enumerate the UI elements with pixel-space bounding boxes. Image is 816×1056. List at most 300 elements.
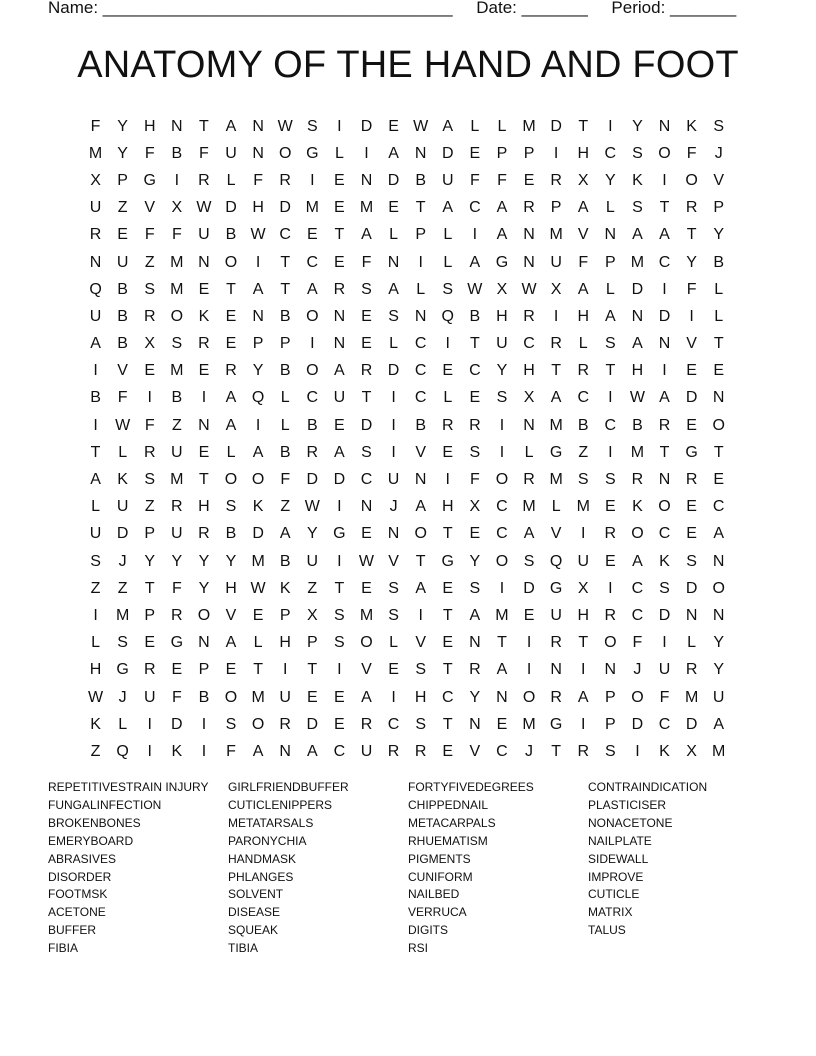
grid-letter[interactable]: I — [418, 253, 423, 271]
grid-letter[interactable]: O — [224, 253, 238, 271]
grid-letter[interactable]: I — [608, 117, 613, 135]
grid-letter[interactable]: C — [631, 579, 644, 597]
grid-letter[interactable]: E — [334, 688, 345, 706]
grid-letter[interactable]: R — [198, 335, 210, 353]
grid-letter[interactable]: S — [523, 552, 535, 570]
grid-letter[interactable]: B — [279, 443, 291, 461]
grid-letter[interactable]: N — [469, 715, 481, 733]
grid-letter[interactable]: C — [658, 525, 671, 543]
grid-letter[interactable]: E — [225, 335, 237, 353]
grid-letter[interactable]: E — [388, 199, 399, 217]
grid-letter[interactable]: I — [337, 552, 342, 570]
grid-letter[interactable]: G — [441, 552, 454, 570]
grid-letter[interactable]: M — [170, 362, 184, 380]
grid-letter[interactable]: P — [496, 144, 508, 162]
grid-letter[interactable]: L — [551, 498, 561, 516]
grid-letter[interactable]: T — [415, 199, 426, 217]
grid-letter[interactable]: P — [279, 335, 291, 353]
grid-letter[interactable]: L — [226, 443, 236, 461]
grid-letter[interactable]: A — [415, 579, 426, 597]
grid-letter[interactable]: M — [522, 117, 536, 135]
grid-letter[interactable]: L — [443, 253, 453, 271]
grid-letter[interactable]: T — [578, 634, 589, 652]
grid-letter[interactable]: D — [333, 471, 346, 489]
grid-letter[interactable]: H — [198, 498, 210, 516]
grid-letter[interactable]: T — [551, 362, 562, 380]
grid-letter[interactable]: A — [577, 688, 589, 706]
grid-letter[interactable]: B — [90, 389, 101, 407]
grid-letter[interactable]: I — [391, 416, 396, 434]
grid-letter[interactable]: O — [306, 307, 319, 325]
grid-letter[interactable]: O — [631, 525, 644, 543]
grid-letter[interactable]: N — [279, 742, 291, 760]
grid-letter[interactable]: M — [170, 471, 184, 489]
grid-letter[interactable]: Y — [225, 552, 237, 570]
grid-letter[interactable]: Q — [441, 307, 454, 325]
grid-letter[interactable]: F — [171, 688, 182, 706]
grid-letter[interactable]: F — [171, 226, 182, 244]
grid-letter[interactable]: O — [251, 715, 265, 733]
grid-letter[interactable]: C — [414, 335, 427, 353]
grid-letter[interactable]: B — [713, 253, 725, 271]
grid-letter[interactable]: I — [418, 606, 423, 624]
grid-letter[interactable]: Z — [307, 579, 318, 597]
grid-letter[interactable]: P — [604, 688, 616, 706]
grid-letter[interactable]: R — [360, 362, 373, 380]
grid-letter[interactable]: U — [441, 171, 454, 189]
grid-letter[interactable]: T — [442, 661, 453, 679]
grid-letter[interactable]: R — [523, 471, 535, 489]
grid-letter[interactable]: I — [581, 715, 586, 733]
grid-letter[interactable]: U — [143, 688, 156, 706]
grid-letter[interactable]: N — [252, 117, 264, 135]
grid-letter[interactable]: F — [226, 742, 236, 760]
grid-letter[interactable]: Y — [117, 117, 128, 135]
grid-letter[interactable]: W — [467, 280, 483, 298]
grid-letter[interactable]: N — [89, 253, 102, 271]
grid-letter[interactable]: I — [662, 362, 667, 380]
grid-letter[interactable]: X — [577, 579, 589, 597]
grid-letter[interactable]: A — [604, 307, 616, 325]
grid-letter[interactable]: T — [551, 742, 562, 760]
grid-letter[interactable]: W — [196, 199, 212, 217]
date-field-label[interactable]: Date: _______ — [476, 0, 588, 17]
grid-letter[interactable]: A — [361, 688, 372, 706]
grid-letter[interactable]: E — [442, 443, 454, 461]
grid-letter[interactable]: H — [496, 307, 508, 325]
grid-letter[interactable]: M — [251, 688, 265, 706]
grid-letter[interactable]: E — [469, 525, 481, 543]
grid-letter[interactable]: C — [441, 688, 454, 706]
grid-letter[interactable]: C — [577, 389, 590, 407]
grid-letter[interactable]: L — [226, 171, 236, 189]
grid-letter[interactable]: E — [144, 634, 156, 652]
grid-letter[interactable]: F — [171, 579, 182, 597]
grid-letter[interactable]: I — [526, 661, 532, 679]
grid-letter[interactable]: A — [252, 443, 264, 461]
grid-letter[interactable]: E — [334, 253, 345, 271]
grid-letter[interactable]: R — [279, 715, 291, 733]
grid-letter[interactable]: F — [144, 416, 155, 434]
grid-letter[interactable]: F — [497, 171, 507, 189]
grid-letter[interactable]: A — [632, 335, 643, 353]
grid-letter[interactable]: H — [441, 498, 454, 516]
grid-letter[interactable]: D — [550, 117, 562, 135]
grid-letter[interactable]: I — [499, 579, 505, 597]
grid-letter[interactable]: H — [89, 661, 102, 679]
grid-letter[interactable]: M — [549, 226, 563, 244]
grid-letter[interactable]: L — [497, 117, 507, 135]
grid-letter[interactable]: U — [89, 199, 102, 217]
grid-letter[interactable]: L — [389, 634, 399, 652]
grid-letter[interactable]: A — [659, 226, 670, 244]
grid-letter[interactable]: V — [686, 335, 697, 353]
grid-letter[interactable]: X — [144, 335, 156, 353]
grid-letter[interactable]: L — [687, 634, 697, 652]
grid-letter[interactable]: L — [443, 226, 453, 244]
grid-letter[interactable]: R — [279, 171, 291, 189]
grid-letter[interactable]: I — [255, 416, 261, 434]
grid-letter[interactable]: C — [604, 416, 617, 434]
grid-letter[interactable]: E — [198, 280, 210, 298]
grid-letter[interactable]: A — [225, 389, 237, 407]
grid-letter[interactable]: E — [523, 171, 535, 189]
grid-letter[interactable]: P — [604, 715, 616, 733]
grid-letter[interactable]: O — [685, 171, 698, 189]
grid-letter[interactable]: W — [304, 498, 320, 516]
grid-letter[interactable]: W — [87, 688, 104, 706]
grid-letter[interactable]: E — [713, 471, 725, 489]
grid-letter[interactable]: K — [659, 742, 670, 760]
grid-letter[interactable]: M — [630, 443, 645, 461]
grid-letter[interactable]: T — [361, 389, 372, 407]
grid-letter[interactable]: P — [713, 199, 725, 217]
grid-letter[interactable]: O — [712, 416, 725, 434]
grid-letter[interactable]: W — [250, 579, 266, 597]
grid-letter[interactable]: U — [333, 389, 346, 407]
grid-letter[interactable]: A — [279, 525, 291, 543]
grid-letter[interactable]: B — [279, 362, 291, 380]
grid-letter[interactable]: D — [116, 525, 129, 543]
grid-letter[interactable]: Y — [713, 226, 725, 244]
grid-letter[interactable]: O — [278, 144, 292, 162]
grid-letter[interactable]: C — [414, 389, 427, 407]
grid-letter[interactable]: R — [685, 471, 698, 489]
grid-letter[interactable]: L — [416, 280, 426, 298]
grid-letter[interactable]: E — [442, 634, 454, 652]
grid-letter[interactable]: F — [686, 280, 697, 298]
grid-letter[interactable]: M — [549, 416, 563, 434]
grid-letter[interactable]: Y — [198, 552, 210, 570]
grid-letter[interactable]: V — [388, 552, 399, 570]
grid-letter[interactable]: T — [199, 471, 209, 489]
grid-letter[interactable]: Y — [144, 552, 156, 570]
grid-letter[interactable]: N — [712, 552, 725, 570]
grid-letter[interactable]: U — [712, 688, 725, 706]
grid-letter[interactable]: G — [685, 443, 698, 461]
grid-letter[interactable]: C — [496, 525, 508, 543]
grid-letter[interactable]: N — [658, 335, 671, 353]
grid-letter[interactable]: P — [523, 144, 535, 162]
grid-letter[interactable]: X — [550, 280, 562, 298]
grid-letter[interactable]: E — [306, 226, 318, 244]
grid-letter[interactable]: B — [279, 307, 291, 325]
grid-letter[interactable]: N — [604, 661, 617, 679]
grid-letter[interactable]: U — [279, 688, 291, 706]
grid-letter[interactable]: P — [144, 525, 156, 543]
grid-letter[interactable]: T — [713, 335, 724, 353]
grid-letter[interactable]: F — [117, 389, 128, 407]
grid-letter[interactable]: F — [361, 253, 372, 271]
grid-letter[interactable]: C — [360, 471, 373, 489]
grid-letter[interactable]: E — [523, 606, 535, 624]
grid-letter[interactable]: A — [496, 199, 508, 217]
grid-letter[interactable]: E — [361, 579, 372, 597]
grid-letter[interactable]: Z — [578, 443, 589, 461]
grid-letter[interactable]: D — [685, 715, 698, 733]
grid-letter[interactable]: D — [306, 715, 319, 733]
grid-letter[interactable]: J — [714, 144, 723, 162]
grid-letter[interactable]: L — [443, 389, 453, 407]
grid-letter[interactable]: S — [388, 579, 399, 597]
grid-letter[interactable]: R — [143, 661, 156, 679]
grid-letter[interactable]: Z — [117, 199, 128, 217]
grid-letter[interactable]: N — [658, 471, 671, 489]
grid-letter[interactable]: X — [90, 171, 101, 189]
grid-letter[interactable]: C — [496, 498, 508, 516]
grid-letter[interactable]: U — [171, 443, 183, 461]
grid-letter[interactable]: I — [337, 661, 342, 679]
grid-letter[interactable]: H — [279, 634, 291, 652]
grid-letter[interactable]: S — [469, 579, 481, 597]
grid-letter[interactable]: G — [333, 525, 346, 543]
grid-letter[interactable]: L — [118, 715, 128, 733]
grid-letter[interactable]: U — [89, 525, 102, 543]
grid-letter[interactable]: I — [581, 525, 586, 543]
grid-letter[interactable]: Q — [116, 742, 129, 760]
grid-letter[interactable]: U — [198, 226, 210, 244]
grid-letter[interactable]: T — [307, 661, 318, 679]
grid-letter[interactable]: G — [143, 171, 156, 189]
grid-letter[interactable]: A — [306, 280, 318, 298]
grid-letter[interactable]: W — [629, 389, 645, 407]
grid-letter[interactable]: E — [469, 144, 481, 162]
grid-letter[interactable]: R — [577, 742, 590, 760]
grid-letter[interactable]: L — [280, 389, 290, 407]
grid-letter[interactable]: S — [577, 471, 589, 489]
grid-letter[interactable]: B — [198, 688, 210, 706]
grid-letter[interactable]: Y — [117, 144, 128, 162]
grid-letter[interactable]: E — [442, 362, 454, 380]
grid-letter[interactable]: D — [252, 525, 264, 543]
grid-letter[interactable]: K — [632, 171, 643, 189]
grid-letter[interactable]: A — [252, 280, 264, 298]
grid-letter[interactable]: I — [93, 606, 98, 624]
grid-letter[interactable]: E — [604, 552, 616, 570]
grid-letter[interactable]: Z — [117, 579, 128, 597]
grid-letter[interactable]: P — [144, 606, 156, 624]
grid-letter[interactable]: U — [171, 525, 183, 543]
grid-letter[interactable]: H — [143, 117, 156, 135]
grid-letter[interactable]: P — [415, 226, 426, 244]
grid-letter[interactable]: S — [388, 307, 399, 325]
grid-letter[interactable]: C — [658, 253, 671, 271]
grid-letter[interactable]: I — [310, 335, 315, 353]
grid-letter[interactable]: D — [225, 199, 237, 217]
grid-letter[interactable]: Y — [713, 634, 725, 652]
grid-letter[interactable]: M — [305, 199, 319, 217]
grid-letter[interactable]: C — [658, 715, 671, 733]
grid-letter[interactable]: N — [658, 117, 671, 135]
grid-letter[interactable]: S — [604, 335, 616, 353]
grid-letter[interactable]: E — [334, 416, 345, 434]
grid-letter[interactable]: L — [524, 443, 534, 461]
grid-letter[interactable]: Y — [713, 661, 725, 679]
grid-letter[interactable]: A — [713, 525, 725, 543]
grid-letter[interactable]: H — [631, 362, 644, 380]
grid-letter[interactable]: S — [388, 606, 399, 624]
grid-letter[interactable]: A — [496, 661, 508, 679]
grid-letter[interactable]: F — [686, 144, 697, 162]
grid-letter[interactable]: U — [116, 498, 129, 516]
grid-letter[interactable]: S — [361, 443, 372, 461]
grid-letter[interactable]: E — [442, 579, 454, 597]
grid-letter[interactable]: F — [280, 471, 291, 489]
grid-letter[interactable]: G — [549, 579, 563, 597]
grid-letter[interactable]: B — [632, 416, 643, 434]
grid-letter[interactable]: I — [445, 335, 450, 353]
grid-letter[interactable]: U — [116, 253, 129, 271]
grid-letter[interactable]: G — [549, 443, 563, 461]
grid-letter[interactable]: R — [604, 606, 617, 624]
grid-letter[interactable]: E — [442, 742, 454, 760]
grid-letter[interactable]: I — [201, 715, 207, 733]
grid-letter[interactable]: M — [170, 253, 184, 271]
grid-letter[interactable]: R — [333, 280, 346, 298]
grid-letter[interactable]: S — [659, 579, 670, 597]
grid-letter[interactable]: A — [659, 389, 670, 407]
grid-letter[interactable]: I — [147, 389, 152, 407]
grid-letter[interactable]: E — [469, 389, 481, 407]
grid-letter[interactable]: J — [118, 552, 127, 570]
grid-letter[interactable]: F — [144, 144, 155, 162]
grid-letter[interactable]: M — [495, 606, 509, 624]
grid-letter[interactable]: E — [225, 307, 237, 325]
grid-letter[interactable]: U — [306, 552, 319, 570]
grid-letter[interactable]: D — [387, 171, 400, 189]
grid-letter[interactable]: E — [496, 715, 508, 733]
grid-letter[interactable]: N — [198, 253, 210, 271]
grid-letter[interactable]: F — [469, 471, 480, 489]
grid-letter[interactable]: S — [632, 144, 643, 162]
grid-letter[interactable]: P — [279, 606, 291, 624]
grid-letter[interactable]: S — [632, 199, 643, 217]
grid-letter[interactable]: M — [359, 199, 374, 217]
grid-letter[interactable]: T — [442, 606, 453, 624]
grid-letter[interactable]: T — [713, 443, 724, 461]
grid-letter[interactable]: R — [577, 362, 590, 380]
grid-letter[interactable]: H — [577, 606, 590, 624]
grid-letter[interactable]: T — [144, 579, 155, 597]
grid-letter[interactable]: I — [391, 688, 396, 706]
grid-letter[interactable]: I — [174, 171, 180, 189]
grid-letter[interactable]: R — [685, 199, 698, 217]
grid-letter[interactable]: R — [143, 443, 156, 461]
grid-letter[interactable]: N — [414, 307, 427, 325]
grid-letter[interactable]: G — [549, 715, 563, 733]
grid-letter[interactable]: I — [553, 144, 559, 162]
grid-letter[interactable]: P — [550, 199, 562, 217]
grid-letter[interactable]: V — [469, 742, 481, 760]
grid-letter[interactable]: Z — [280, 498, 291, 516]
grid-letter[interactable]: R — [550, 634, 562, 652]
grid-letter[interactable]: D — [685, 389, 698, 407]
grid-letter[interactable]: H — [577, 144, 590, 162]
grid-letter[interactable]: M — [251, 552, 265, 570]
grid-letter[interactable]: I — [608, 579, 613, 597]
grid-letter[interactable]: L — [91, 498, 100, 516]
grid-letter[interactable]: M — [115, 606, 130, 624]
grid-letter[interactable]: K — [279, 579, 291, 597]
grid-letter[interactable]: S — [361, 280, 372, 298]
grid-letter[interactable]: I — [472, 226, 478, 244]
grid-letter[interactable]: L — [253, 634, 263, 652]
grid-letter[interactable]: T — [469, 335, 480, 353]
grid-letter[interactable]: K — [90, 715, 101, 733]
grid-letter[interactable]: E — [686, 525, 697, 543]
grid-letter[interactable]: P — [117, 171, 128, 189]
grid-letter[interactable]: B — [171, 389, 183, 407]
grid-letter[interactable]: T — [415, 552, 426, 570]
grid-letter[interactable]: I — [635, 742, 640, 760]
grid-letter[interactable]: P — [198, 661, 210, 679]
grid-letter[interactable]: N — [414, 144, 427, 162]
grid-letter[interactable]: N — [712, 389, 725, 407]
grid-letter[interactable]: E — [144, 362, 156, 380]
grid-letter[interactable]: I — [337, 117, 342, 135]
grid-letter[interactable]: C — [469, 362, 481, 380]
grid-letter[interactable]: O — [712, 579, 725, 597]
grid-letter[interactable]: E — [361, 307, 372, 325]
grid-letter[interactable]: B — [117, 280, 128, 298]
grid-letter[interactable]: O — [658, 144, 671, 162]
grid-letter[interactable]: R — [550, 171, 562, 189]
grid-letter[interactable]: L — [91, 634, 100, 652]
grid-letter[interactable]: I — [553, 307, 559, 325]
grid-letter[interactable]: X — [523, 389, 535, 407]
grid-letter[interactable]: T — [253, 661, 263, 679]
grid-letter[interactable]: I — [689, 307, 694, 325]
grid-letter[interactable]: A — [550, 389, 562, 407]
grid-letter[interactable]: N — [604, 226, 617, 244]
grid-letter[interactable]: C — [333, 742, 346, 760]
grid-letter[interactable]: L — [389, 335, 399, 353]
grid-letter[interactable]: R — [387, 742, 400, 760]
grid-letter[interactable]: S — [225, 715, 237, 733]
grid-letter[interactable]: E — [252, 606, 264, 624]
grid-letter[interactable]: O — [522, 688, 536, 706]
grid-letter[interactable]: X — [306, 606, 318, 624]
grid-letter[interactable]: T — [686, 226, 697, 244]
grid-letter[interactable]: R — [198, 171, 210, 189]
grid-letter[interactable]: N — [387, 525, 400, 543]
grid-letter[interactable]: E — [686, 362, 697, 380]
grid-letter[interactable]: U — [550, 606, 562, 624]
grid-letter[interactable]: W — [277, 117, 293, 135]
grid-letter[interactable]: F — [199, 144, 209, 162]
grid-letter[interactable]: L — [118, 443, 128, 461]
grid-letter[interactable]: U — [89, 307, 102, 325]
